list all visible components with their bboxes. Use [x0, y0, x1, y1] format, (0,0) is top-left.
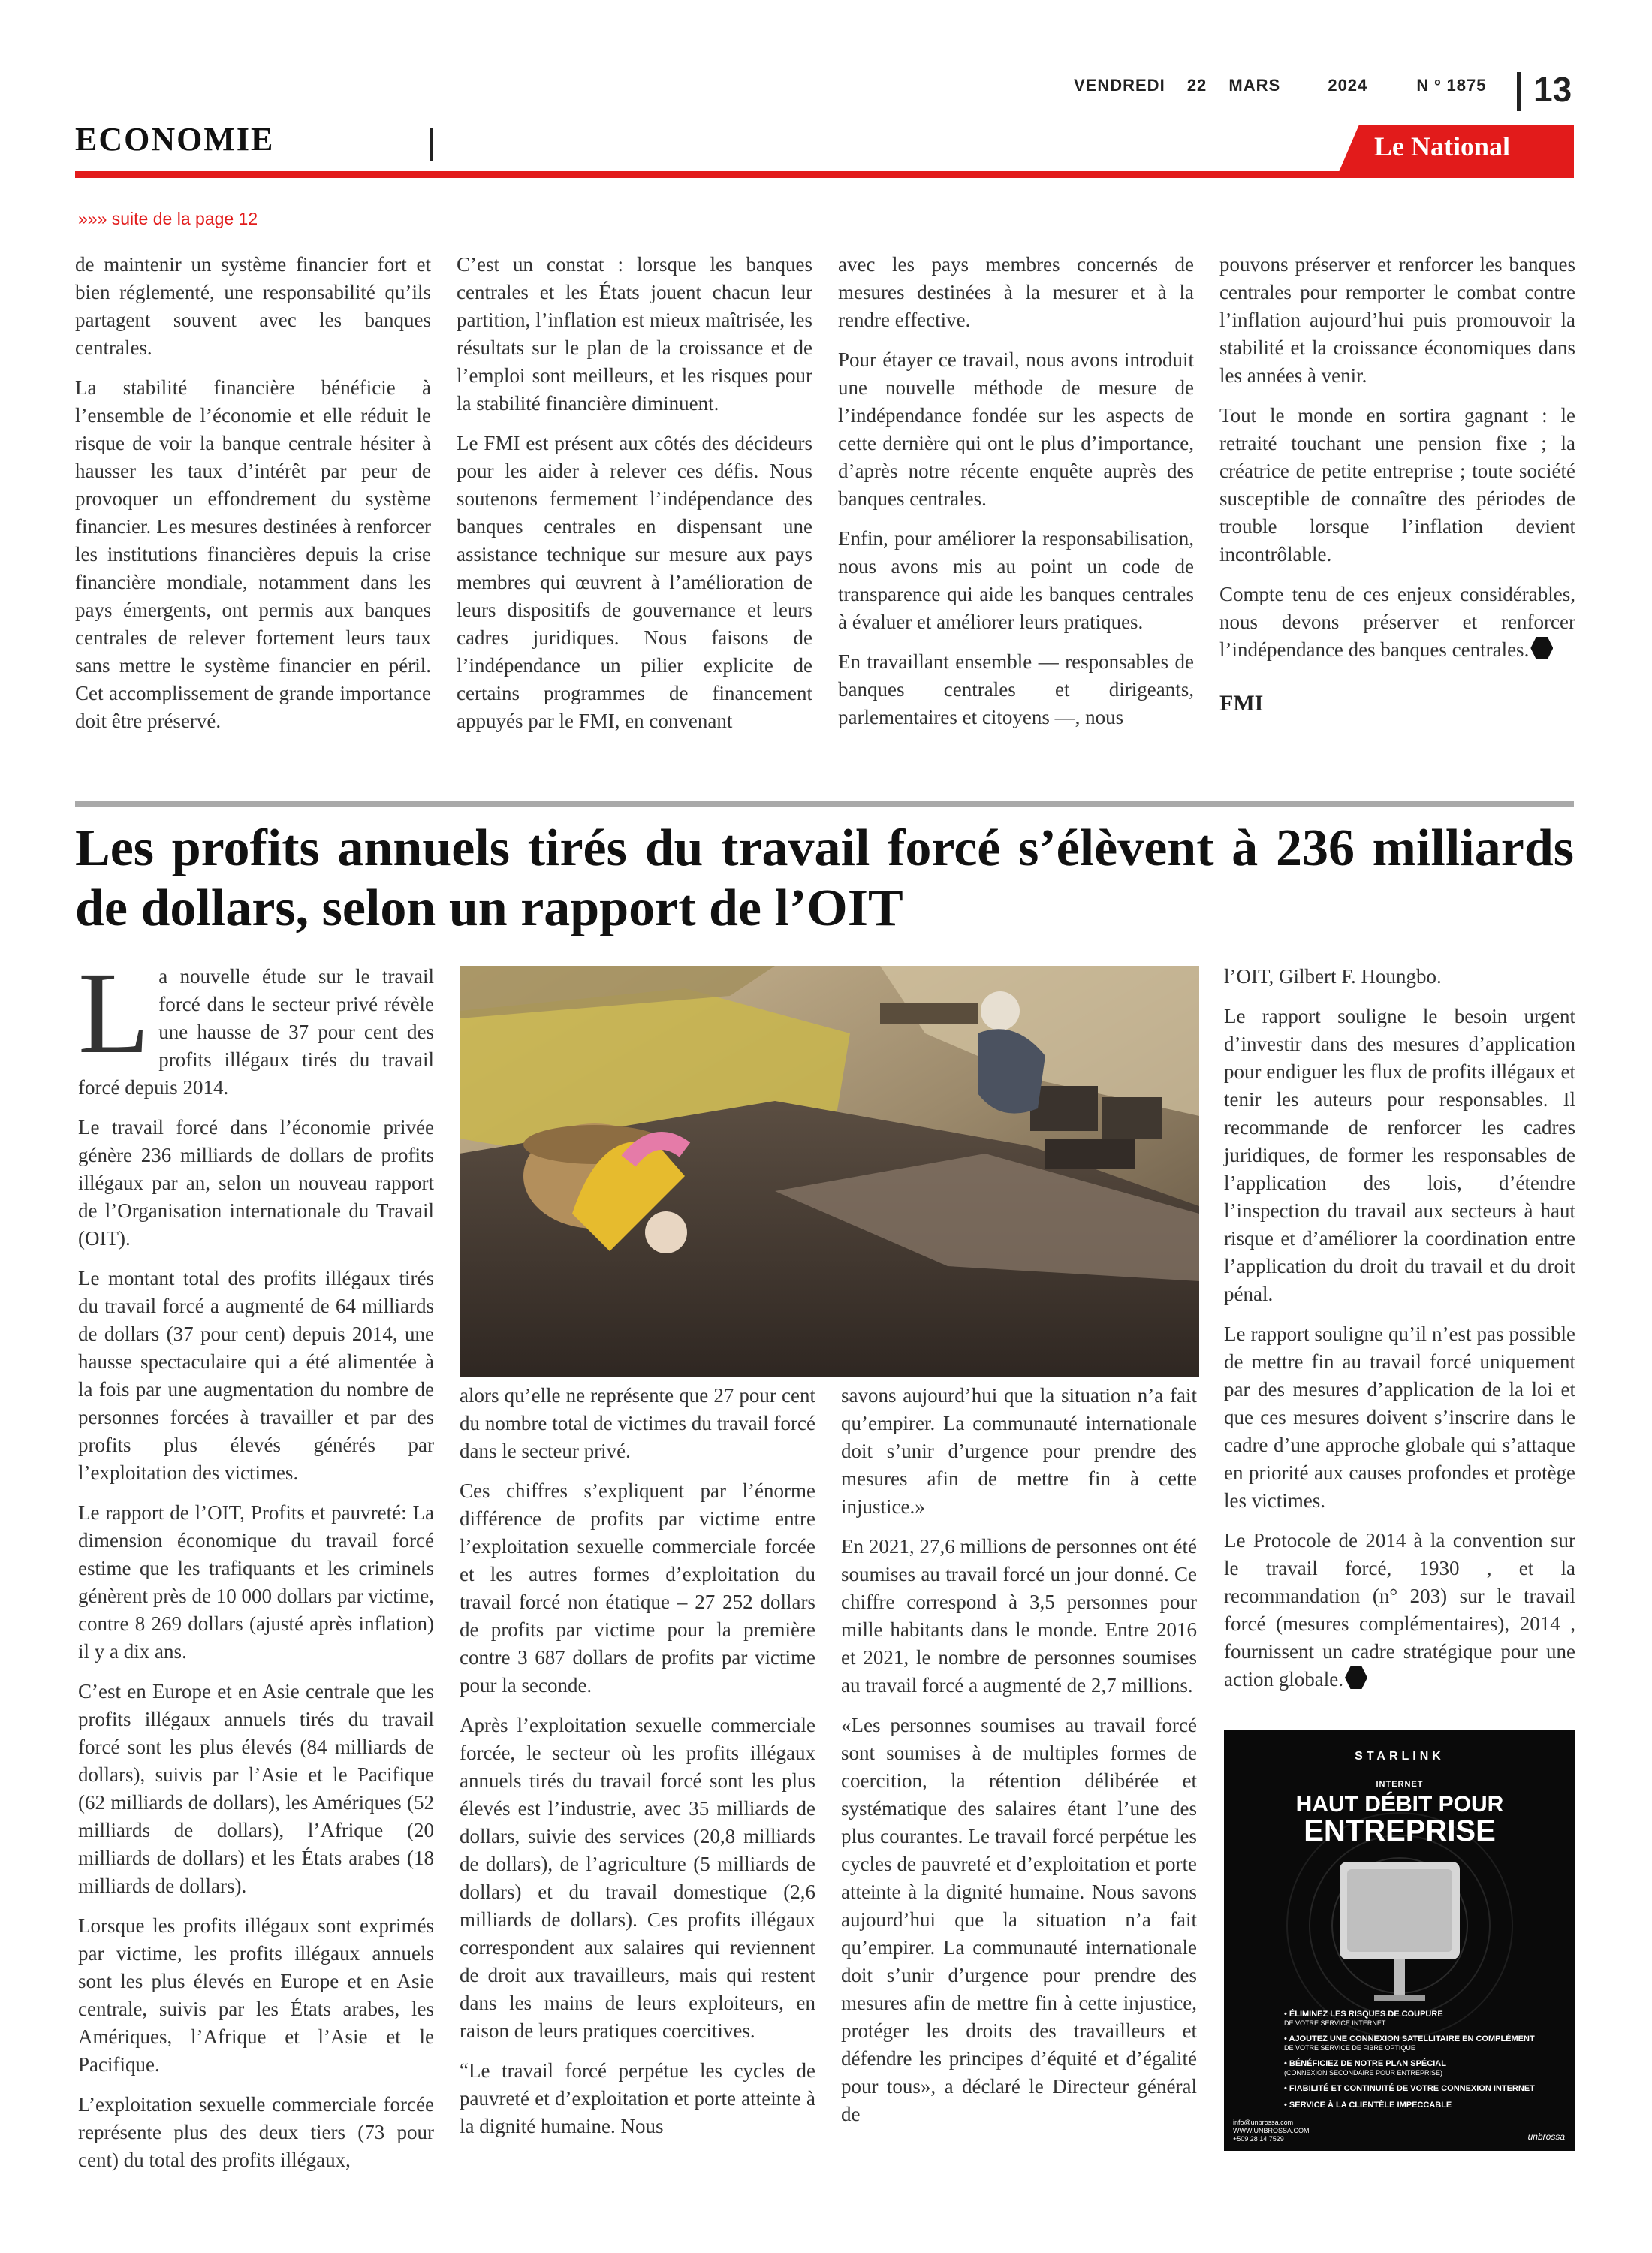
- main-article-column-4: [1224, 963, 1575, 1706]
- issue-year: 2024: [1328, 76, 1368, 95]
- ad-benefit-subtext: DE VOTRE SERVICE DE FIBRE OPTIQUE: [1284, 2044, 1415, 2052]
- header-rule: [75, 171, 1574, 178]
- paragraph: Le rapport souligne le besoin urgent d’investir dans des mesures d’application pour endiguer les flux de profits illégaux et tenir les auteurs pour responsables. Il recommande de renforcer les cadres juridiques, de former les responsables de l’application des lois, d’étendre l’inspection du travail aux secteurs à haut risque et d’améliorer la coordination entre l’application du droit du travail et du droit pénal.: [1224, 1005, 1575, 1305]
- paragraph: En travaillant ensemble — responsables de banques centrales et dirigeants, parlementaires et citoyens —, nous: [838, 650, 1194, 728]
- brand-name: Le National: [1374, 131, 1511, 161]
- article-divider: [75, 801, 1574, 807]
- drop-cap: L: [78, 948, 150, 1078]
- ad-benefit-text: • AJOUTEZ UNE CONNEXION SATELLITAIRE EN COMPLÉMENT: [1284, 2034, 1535, 2043]
- ad-benefit-text: • FIABILITÉ ET CONTINUITÉ DE VOTRE CONNEXION INTERNET: [1284, 2084, 1535, 2093]
- page-number: 13: [1533, 70, 1572, 109]
- paragraph: Le FMI est présent aux côtés des décideurs pour les aider à relever ces défis. Nous soutenons fermement l’indépendance des banques centrales en dispensant une assistance technique sur mesure aux pays membres qui œuvrent à l’amélioration de leurs dispositifs de gouvernance et leurs cadres juridiques. Nous faisons de l’indépendance un pilier explicite de certains programmes de financement appuyés par le FMI, en convenant: [457, 432, 812, 732]
- end-of-article-icon: [1530, 637, 1553, 659]
- ad-benefit-subtext: (CONNEXION SECONDAIRE POUR ENTREPRISE): [1284, 2069, 1443, 2077]
- paragraph: La stabilité financière bénéficie à l’ensemble de l’économie et elle réduit le risque de voir la banque centrale hésiter à hausser les taux d’intérêt par peur de provoquer un effondrement du système financier. Les mesures destinées à renforcer les institutions financières depuis la crise financière mondiale, notamment dans les pays émergents, ont permis aux banques centrales de relever fortement leurs taux sans mettre le système financier en péril. Cet accomplissement de grande importance doit être préservé.: [75, 376, 431, 732]
- ad-benefit: [1284, 2101, 1554, 2110]
- starlink-advertisement[interactable]: [1224, 1730, 1575, 2151]
- paragraph: Pour étayer ce travail, nous avons introduit une nouvelle méthode de mesure de l’indépendance fondée sur les aspects de cette dernière qui ont le plus d’importance, d’après notre récente enquête auprès des banques centrales.: [838, 348, 1194, 510]
- paragraph: pouvons préserver et renforcer les banques centrales pour remporter le combat contre l’inflation aujourd’hui puis promouvoir la stabilité et la croissance économiques dans les années à venir.: [1219, 253, 1575, 387]
- issue-day: VENDREDI: [1074, 76, 1165, 95]
- paragraph: Après l’exploitation sexuelle commerciale forcée, le secteur où les profits illégaux annuels tirés du travail forcé sont les plus élevés est l’industrie, avec 35 milliards de dollars, suivie des services (20,8 milliards de dollars), de l’agriculture (5 milliards de dollars) et du travail domestique (2,6 milliards de dollars). Ces profits illégaux correspondent aux salaires qui reviennent de droit aux travailleurs, mais qui restent dans les mains de leurs exploiteurs, en raison de leurs pratiques coercitives.: [460, 1714, 815, 2042]
- paragraph: C’est un constat : lorsque les banques centrales et les États jouent chacun leur partition, l’inflation est mieux maîtrisée, les résultats sur le plan de la croissance et de l’emploi sont meilleurs, et les risques pour la stabilité financière diminuent.: [457, 253, 812, 415]
- top-article-column-1: [75, 251, 431, 747]
- ad-partner-logo: unbrossa: [1527, 2131, 1565, 2142]
- continuation-note: »»» suite de la page 12: [78, 209, 258, 228]
- ad-benefit-text: • SERVICE À LA CLIENTÈLE IMPECCABLE: [1284, 2101, 1452, 2110]
- issue-meta: [1074, 76, 1503, 95]
- paragraph: C’est en Europe et en Asie centrale que les profits illégaux annuels tirés du travail forcé sont les plus élevés (84 milliards de dollars), suivis par l’Asie et le Pacifique (62 milliards de dollars), les Amériques (52 milliards de dollars), l’Afrique (20 milliards de dollars) et les États arabes (18 milliards de dollars).: [78, 1680, 434, 1897]
- ad-benefit: [1284, 2084, 1554, 2093]
- page-number-divider: [1517, 72, 1521, 111]
- paragraph: Le travail forcé dans l’économie privée génère 236 milliards de dollars de profits illégaux par an, selon un nouveau rapport de l’Organisation internationale du Travail (OIT).: [78, 1116, 434, 1250]
- paragraph: Tout le monde en sortira gagnant : le retraité touchant une pension fixe ; la créatrice de petite entreprise ; toute société susceptible de connaître des périodes de trouble lorsque l’inflation devient incontrôlable.: [1219, 404, 1575, 566]
- ad-phone: +509 28 14 7529: [1233, 2135, 1284, 2143]
- ad-contact: [1233, 2119, 1310, 2143]
- issue-date: 22: [1186, 76, 1207, 95]
- ad-benefit: [1284, 2034, 1554, 2052]
- lead-paragraph: [78, 948, 434, 1102]
- paragraph: «Les personnes soumises au travail forcé sont soumises à de multiples formes de coercition, la rétention délibérée et systématique des salaires étant l’une des plus courantes. Le travail forcé perpétue les cycles de pauvreté et d’exploitation et porte atteinte à la dignité humaine. Nous savons aujourd’hui que la situation n’a fait qu’empirer. La communauté internationale doit s’unir d’urgence pour prendre des mesures afin de mettre fin à cette injustice, protéger les droits des travailleurs et défendre les principes d’équité et d’égalité pour tous», a déclaré le Directeur général de: [841, 1714, 1197, 2125]
- paragraph: l’OIT, Gilbert F. Houngbo.: [1224, 965, 1442, 988]
- main-article-column-2: [460, 1382, 815, 2152]
- paragraph-text: Le Protocole de 2014 à la convention sur le travail forcé, 1930 , et la recommandation (n° 203) sur le travail forcé (mesures complémentaires), 2014 , fournissent un cadre stratégique pour une action globale.: [1224, 1529, 1575, 1691]
- ad-benefit-text: • ÉLIMINEZ LES RISQUES DE COUPURE: [1284, 2010, 1443, 2019]
- paragraph: Lorsque les profits illégaux sont exprimés par victime, les profits illégaux annuels sont les plus élevés en Europe et en Asie centrale, suivis par les États arabes, les Amériques, l’Afrique et l’Asie et le Pacifique.: [78, 1914, 434, 2076]
- article-headline: Les profits annuels tirés du travail forcé s’élèvent à 236 milliards de dollars, selon un rapport de l’OIT: [75, 819, 1574, 937]
- ad-brand: STARLINK: [1355, 1750, 1445, 1763]
- paragraph: Le montant total des profits illégaux tirés du travail forcé a augmenté de 64 milliards de dollars (37 pour cent) depuis 2014, une hausse spectaculaire qui a été alimentée à la fois par une augmentation du nombre de personnes forcées à travailler et par des profits plus élevés générés par l’exploitation des victimes.: [78, 1267, 434, 1484]
- ad-benefits-list: [1284, 2010, 1554, 2117]
- paragraph-text: Compte tenu de ces enjeux considérables, nous devons préserver et renforcer l’indépendance des banques centrales.: [1219, 583, 1575, 661]
- article-signature: FMI: [1219, 691, 1264, 716]
- paragraph: “Le travail forcé perpétue les cycles de pauvreté et d’exploitation et porte atteinte à la dignité humaine. Nous: [460, 2059, 815, 2137]
- article-photo: [460, 966, 1199, 1377]
- paragraph: L’exploitation sexuelle commerciale forcée représente plus des deux tiers (73 pour cent) du total des profits illégaux,: [78, 2093, 434, 2171]
- issue-month: MARS: [1228, 76, 1281, 95]
- ad-benefit-text: • BÉNÉFICIEZ DE NOTRE PLAN SPÉCIAL: [1284, 2059, 1446, 2068]
- paragraph: En 2021, 27,6 millions de personnes ont été soumises au travail forcé un jour donné. Ce chiffre correspond à 3,5 personnes pour mille habitants dans le monde. Entre 2016 et 2021, le nombre de personnes soumises au travail forcé a augmenté de 2,7 millions.: [841, 1535, 1197, 1697]
- ad-benefit: [1284, 2059, 1554, 2077]
- lead-text: a nouvelle étude sur le travail forcé dans le secteur privé révèle une hausse de 37 pour cent des profits illégaux tirés du travail forcé depuis 2014.: [78, 965, 434, 1099]
- paragraph: Le rapport de l’OIT, Profits et pauvreté: La dimension économique du travail forcé estime que les trafiquants et les criminels génèrent près de 10 000 dollars par victime, contre 8 269 dollars (ajusté après inflation) il y a dix ans.: [78, 1501, 434, 1663]
- top-article-column-3: [838, 251, 1194, 743]
- ad-kicker: INTERNET: [1376, 1780, 1424, 1789]
- workers-brick-kiln-photo: [460, 966, 1199, 1377]
- paragraph: de maintenir un système financier fort et bien réglementé, une responsabilité qu’ils partagent souvent avec les banques centrales.: [75, 253, 431, 359]
- top-article-column-2: [457, 251, 812, 747]
- end-of-article-icon: [1345, 1666, 1367, 1689]
- paragraph: Le rapport souligne qu’il n’est pas possible de mettre fin au travail forcé uniquement par des mesures d’application de la loi et que ces mesures doivent s’inscrire dans le cadre d’une approche globale qui s’attaque en priorité aux causes profondes et protège les victimes.: [1224, 1323, 1575, 1512]
- main-article-column-1: [78, 948, 434, 2186]
- ad-website: WWW.UNBROSSA.COM: [1233, 2127, 1310, 2134]
- section-title: ECONOMIE: [75, 121, 275, 158]
- top-article-column-4: [1219, 251, 1575, 717]
- paragraph: [1219, 581, 1575, 664]
- paragraph: Ces chiffres s’expliquent par l’énorme différence de profits par victime entre l’exploitation sexuelle commerciale forcée et les autres formes d’exploitation du travail forcé non étatique – 27 252 dollars de profits par victime pour la première contre 3 687 dollars de profits par victime pour la seconde.: [460, 1479, 815, 1697]
- main-article-column-3: [841, 1382, 1197, 2140]
- ad-headline-line-2: ENTREPRISE: [1304, 1814, 1496, 1847]
- ad-headline-line-1: HAUT DÉBIT POUR: [1295, 1792, 1504, 1817]
- paragraph: alors qu’elle ne représente que 27 pour cent du nombre total de victimes du travail forcé dans le secteur privé.: [460, 1384, 815, 1462]
- section-divider: [430, 128, 433, 161]
- paragraph: [1224, 1527, 1575, 1694]
- ad-email: info@unbrossa.com: [1233, 2119, 1294, 2126]
- paragraph: Enfin, pour améliorer la responsabilisation, nous avons mis au point un code de transparence qui aide les banques centrales à évaluer et améliorer leurs pratiques.: [838, 527, 1194, 633]
- ad-benefit: [1284, 2010, 1554, 2027]
- paragraph: avec les pays membres concernés de mesures destinées à la mesurer et à la rendre effective.: [838, 253, 1194, 331]
- issue-number: N º 1875: [1416, 76, 1487, 95]
- ad-benefit-subtext: DE VOTRE SERVICE INTERNET: [1284, 2019, 1386, 2027]
- paragraph: savons aujourd’hui que la situation n’a fait qu’empirer. La communauté internationale doit s’unir d’urgence pour prendre des mesures afin de mettre fin à cette injustice.»: [841, 1384, 1197, 1518]
